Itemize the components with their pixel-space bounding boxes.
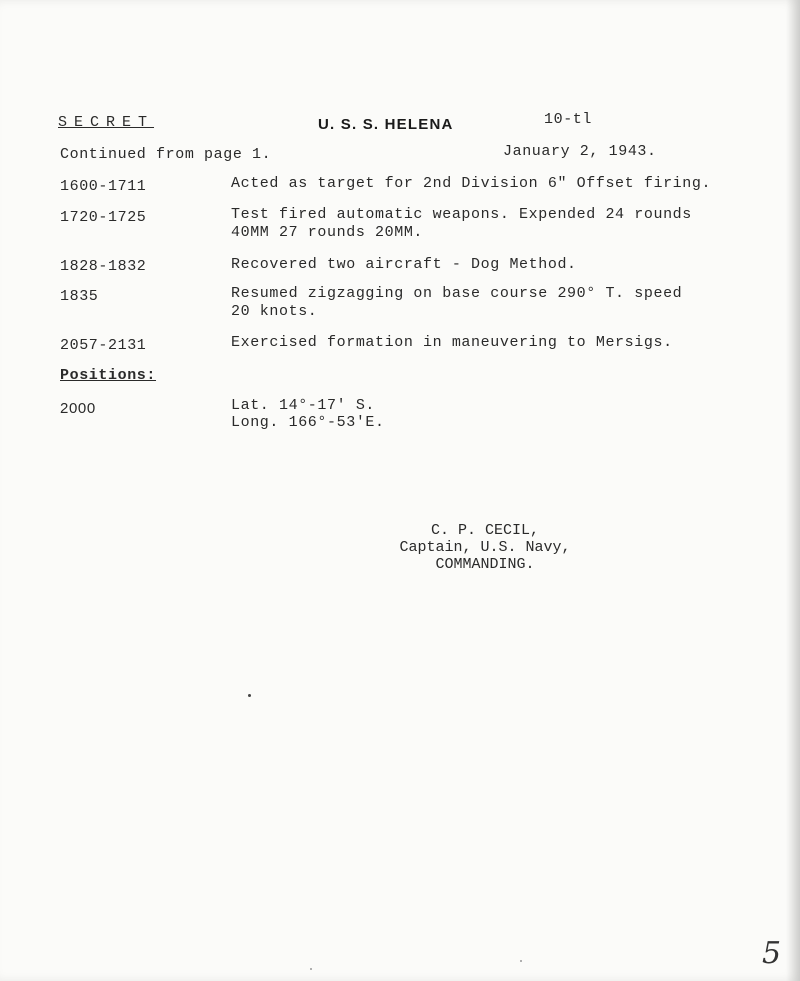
entry-line: Resumed zigzagging on base course 290° T. speed (231, 285, 683, 302)
entry-line: 20 knots. (231, 303, 318, 320)
signature-role: COMMANDING. (435, 556, 535, 573)
position-longitude: Long. 166°-53'E. (231, 414, 385, 431)
ink-speck (248, 694, 251, 697)
log-date: January 2, 1943. (503, 143, 657, 160)
entry-time: 1828-1832 (60, 258, 147, 275)
entry-text (231, 334, 673, 352)
page-reference: 10-tl (544, 111, 593, 128)
ink-speck (310, 968, 312, 970)
entry-time: 1600-1711 (60, 178, 147, 195)
position-coordinates (231, 397, 385, 431)
position-latitude: Lat. 14°-17' S. (231, 397, 376, 414)
entry-text (231, 285, 682, 321)
ink-speck (520, 960, 522, 962)
entry-line: Exercised formation in maneuvering to Mersigs. (231, 334, 673, 351)
signature-block (385, 522, 585, 573)
entry-line: 40MM 27 rounds 20MM. (231, 224, 424, 241)
signature-rank: Captain, U.S. Navy, (399, 539, 571, 556)
entry-text (231, 175, 711, 193)
classification-label: SECRET (58, 114, 155, 131)
entry-line: Recovered two aircraft - Dog Method. (231, 256, 577, 273)
signature-name: C. P. CECIL, (430, 522, 540, 539)
entry-line: Acted as target for 2nd Division 6" Offset firing. (231, 175, 712, 192)
entry-time: 1720-1725 (60, 209, 147, 226)
entry-time: 1835 (60, 288, 99, 305)
entry-text (231, 256, 577, 274)
positions-heading: Positions: (60, 367, 157, 384)
entry-text (231, 206, 692, 242)
entry-time: 2057-2131 (60, 337, 147, 354)
page-number: 5 (762, 936, 782, 971)
entry-line: Test fired automatic weapons. Expended 24 rounds (231, 206, 692, 223)
position-time: 2000 (60, 400, 96, 417)
ship-name: U. S. S. HELENA (318, 116, 454, 133)
page-edge-shadow (786, 0, 800, 981)
continued-note: Continued from page 1. (60, 146, 272, 163)
